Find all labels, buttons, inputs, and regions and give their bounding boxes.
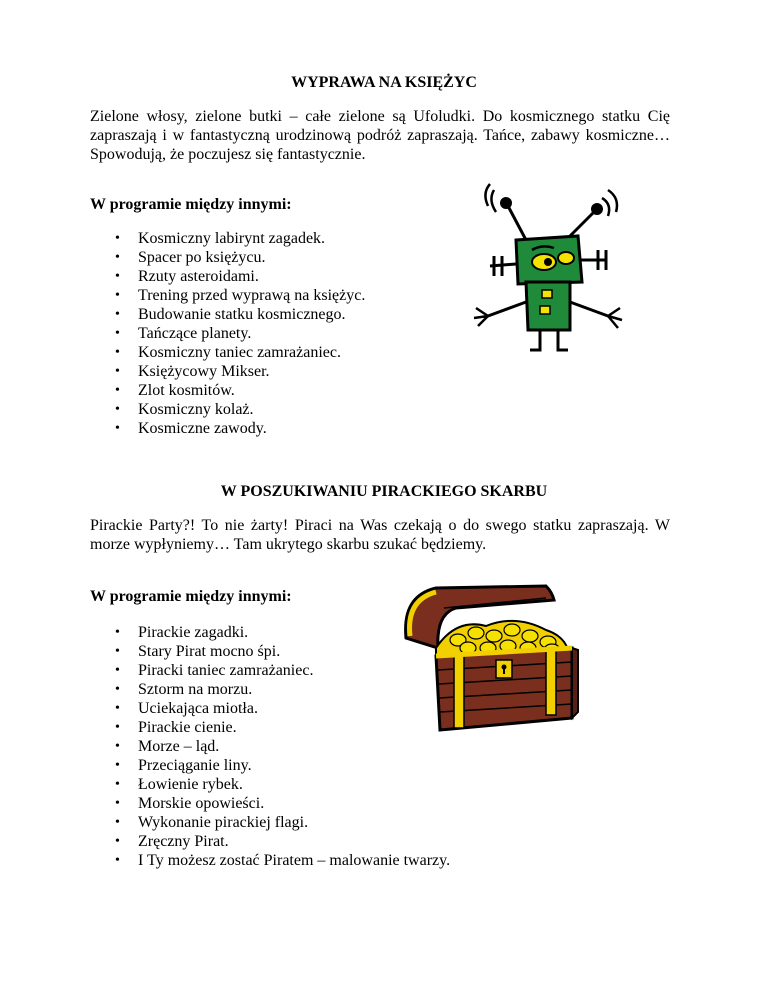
list-item: • Kosmiczny kolaż. [110,400,365,419]
section2-title: W POSZUKIWANIU PIRACKIEGO SKARBU [220,483,548,500]
list-item: • Zlot kosmitów. [110,381,365,400]
list-item: • Łowienie rybek. [110,775,450,794]
section1-subheading: W programie między innymi: [90,196,292,213]
section1-program-list [110,229,365,438]
section1-title: WYPRAWA NA KSIĘŻYC [291,74,477,91]
treasure-chest-illustration [396,578,581,736]
list-item: • Zręczny Pirat. [110,832,450,851]
alien-robot-illustration [468,178,643,358]
list-item: • Trening przed wyprawą na księżyc. [110,286,365,305]
section1-intro: Zielone włosy, zielone butki – całe zielone są Ufoludki. Do kosmicznego statku Cię zapraszają i w fantastyczną urodzinową podróż zapraszają. Tańce, zabawy kosmiczne… Spowodują, że poczujesz się fantastycznie. [90,108,670,163]
list-item: • Stary Pirat mocno śpi. [110,642,450,661]
section2-subheading: W programie między innymi: [90,588,292,605]
list-item: • Spacer po księżycu. [110,248,365,267]
list-item: • Morze – ląd. [110,737,450,756]
list-item: • Kosmiczny labirynt zagadek. [110,229,365,248]
list-item: • Uciekająca miotła. [110,699,450,718]
section2-intro: Pirackie Party?! To nie żarty! Piraci na Was czekają o do swego statku zapraszają. W morze wypłyniemy… Tam ukrytego skarbu szukać będziemy. [90,517,670,553]
list-item: • Pirackie cienie. [110,718,450,737]
list-item: • Morskie opowieści. [110,794,450,813]
list-item: • Kosmiczny taniec zamrażaniec. [110,343,365,362]
list-item: • Pirackie zagadki. [110,623,450,642]
list-item: • Wykonanie pirackiej flagi. [110,813,450,832]
list-item: • Piracki taniec zamrażaniec. [110,661,450,680]
list-item: • Tańczące planety. [110,324,365,343]
list-item: • Księżycowy Mikser. [110,362,365,381]
list-item: • Przeciąganie liny. [110,756,450,775]
list-item: • Budowanie statku kosmicznego. [110,305,365,324]
list-item: • Sztorm na morzu. [110,680,450,699]
list-item: • Rzuty asteroidami. [110,267,365,286]
list-item: • Kosmiczne zawody. [110,419,365,438]
list-item: • I Ty możesz zostać Piratem – malowanie twarzy. [110,851,450,870]
